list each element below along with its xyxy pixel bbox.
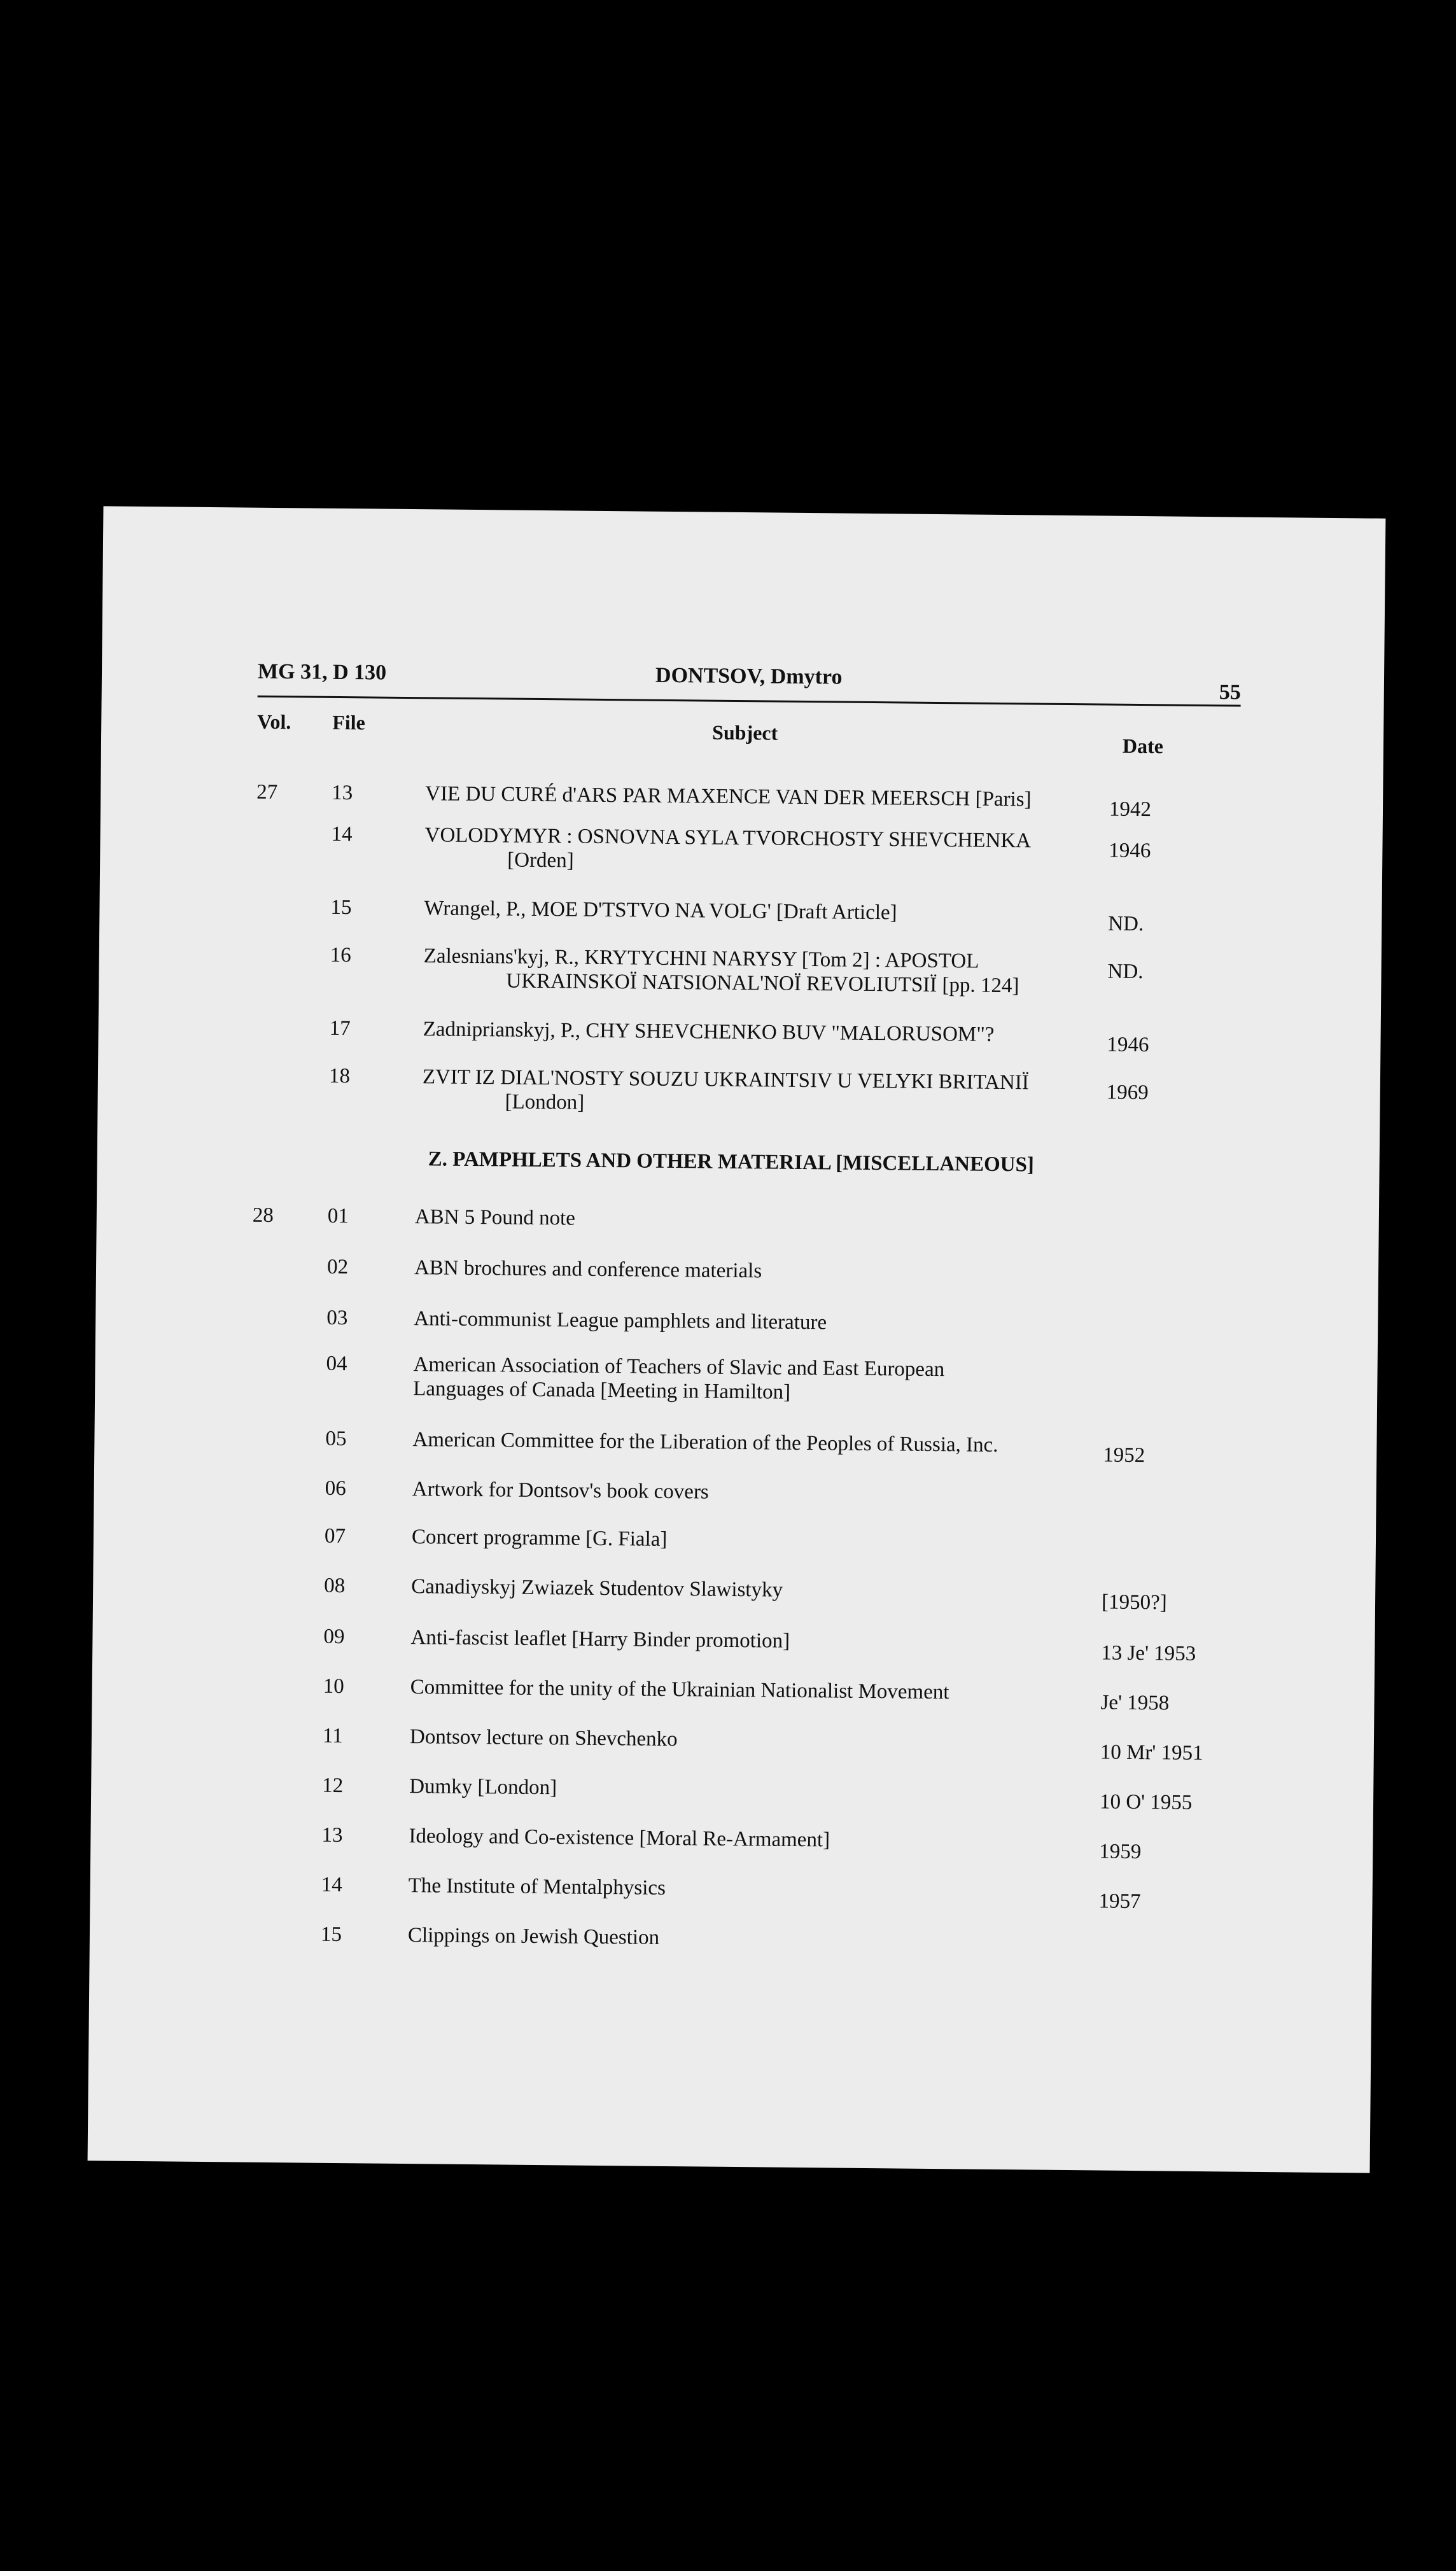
page-number: 55 bbox=[1219, 680, 1241, 704]
entry-file: 15 bbox=[320, 1923, 342, 1947]
section-heading: Z. PAMPHLETS AND OTHER MATERIAL [MISCELLANEOUS] bbox=[428, 1147, 1035, 1177]
entry-subject: Zalesnians'kyj, R., KRYTYCHNI NARYSY [Tom 2] : APOSTOL UKRAINSKOÏ NATSIONAL'NOÏ REVOLIUTSIÏ [pp. 124] bbox=[423, 944, 1019, 998]
entry-file: 06 bbox=[325, 1476, 346, 1501]
entry-file: 16 bbox=[330, 943, 351, 967]
list-item bbox=[249, 1573, 1233, 1634]
entry-subject: VOLODYMYR : OSNOVNA SYLA TVORCHOSTY SHEVCHENKA [Orden] bbox=[424, 823, 1032, 872]
page-content bbox=[245, 657, 1241, 1981]
page-title: DONTSOV, Dmytro bbox=[655, 663, 843, 689]
entry-file: 17 bbox=[329, 1016, 351, 1040]
list-item bbox=[253, 1063, 1237, 1137]
entry-date: 10 Mr' 1951 bbox=[1100, 1741, 1203, 1765]
entry-subject: The Institute of Mentalphysics bbox=[408, 1874, 666, 1900]
column-header-date: Date bbox=[1122, 734, 1164, 758]
list-item bbox=[247, 1773, 1231, 1832]
entry-date: Je' 1958 bbox=[1100, 1691, 1170, 1715]
list-item bbox=[255, 942, 1238, 1025]
entry-file: 10 bbox=[323, 1674, 344, 1699]
entries-list-a bbox=[253, 780, 1240, 1137]
document-page bbox=[88, 506, 1386, 2173]
entry-vol: 27 bbox=[256, 780, 278, 804]
list-item bbox=[246, 1872, 1229, 1931]
entry-file: 08 bbox=[324, 1574, 346, 1598]
entry-subject: VIE DU CURÉ d'ARS PAR MAXENCE VAN DER MEERSCH [Paris] bbox=[425, 782, 1032, 811]
entry-date: 1959 bbox=[1099, 1840, 1142, 1864]
entry-subject: Canadiyskyj Zwiazek Studentov Slawistyky bbox=[411, 1575, 783, 1602]
entry-date: 1952 bbox=[1103, 1443, 1145, 1468]
entry-file: 18 bbox=[328, 1064, 351, 1088]
entry-file: 14 bbox=[331, 822, 353, 846]
entry-vol: 28 bbox=[252, 1203, 274, 1228]
entry-date: 10 O' 1955 bbox=[1099, 1790, 1193, 1814]
entry-subject: Artwork for Dontsov's book covers bbox=[412, 1478, 709, 1504]
entry-subject: American Association of Teachers of Slavic and East European Languages of Canada [Meeting in Hamilton] bbox=[413, 1353, 945, 1404]
entry-subject: Dontsov lecture on Shevchenko bbox=[409, 1725, 678, 1751]
list-item bbox=[250, 1426, 1234, 1485]
entry-subject: Committee for the unity of the Ukrainian Nationalist Movement bbox=[410, 1676, 949, 1704]
entry-date: ND. bbox=[1108, 912, 1144, 936]
entry-subject: Zadniprianskyj, P., CHY SHEVCHENKO BUV "MALORUSOM"? bbox=[423, 1018, 995, 1046]
entry-file: 15 bbox=[330, 895, 352, 920]
entry-file: 03 bbox=[326, 1306, 348, 1330]
column-headers bbox=[257, 697, 1241, 764]
list-item bbox=[248, 1624, 1232, 1683]
list-item bbox=[249, 1524, 1233, 1583]
reference-code: MG 31, D 130 bbox=[257, 659, 387, 685]
entry-subject: Clippings on Jewish Question bbox=[407, 1924, 660, 1949]
entry-subject: American Committee for the Liberation of the Peoples of Russia, Inc. bbox=[412, 1428, 998, 1457]
entry-subject: ABN brochures and conference materials bbox=[414, 1256, 762, 1283]
entry-file: 09 bbox=[323, 1625, 345, 1649]
list-item bbox=[248, 1674, 1231, 1733]
list-item bbox=[251, 1254, 1235, 1315]
entry-subject: ZVIT IZ DIAL'NOSTY SOUZU UKRAINTSIV U VELYKI BRITANIÏ [London] bbox=[422, 1065, 1030, 1114]
entry-date: 1969 bbox=[1106, 1081, 1149, 1105]
entry-date: 13 Je' 1953 bbox=[1101, 1641, 1196, 1665]
list-item bbox=[256, 822, 1240, 904]
list-item bbox=[252, 1203, 1236, 1264]
entry-file: 13 bbox=[321, 1823, 343, 1847]
entry-subject: ABN 5 Pound note bbox=[414, 1205, 576, 1230]
column-header-subject: Subject bbox=[711, 720, 778, 745]
column-header-vol: Vol. bbox=[257, 710, 291, 734]
entry-subject: Concert programme [G. Fiala] bbox=[411, 1525, 668, 1551]
entry-date: 1946 bbox=[1109, 839, 1151, 863]
list-item bbox=[246, 1823, 1230, 1882]
entry-file: 13 bbox=[332, 781, 353, 805]
column-header-file: File bbox=[332, 710, 365, 734]
entry-date: [1950?] bbox=[1101, 1590, 1167, 1615]
entry-date: 1942 bbox=[1109, 797, 1152, 822]
entry-file: 01 bbox=[327, 1204, 349, 1228]
entry-date: 1946 bbox=[1107, 1033, 1149, 1057]
entry-file: 12 bbox=[322, 1774, 344, 1798]
entry-date: 1957 bbox=[1098, 1889, 1141, 1914]
entry-file: 05 bbox=[325, 1427, 347, 1451]
entries-list-b bbox=[245, 1203, 1236, 1981]
entry-subject: Dumky [London] bbox=[409, 1775, 557, 1800]
entry-subject: Anti-communist League pamphlets and literature bbox=[414, 1307, 827, 1335]
entry-file: 02 bbox=[326, 1255, 349, 1279]
entry-file: 07 bbox=[324, 1524, 346, 1548]
list-item bbox=[247, 1723, 1231, 1783]
list-item bbox=[245, 1922, 1229, 1981]
entry-file: 14 bbox=[321, 1873, 342, 1897]
entry-file: 04 bbox=[326, 1352, 347, 1376]
entry-subject: Ideology and Co-existence [Moral Re-Armament] bbox=[409, 1825, 830, 1852]
entry-subject: Wrangel, P., MOE D'TSTVO NA VOLG' [Draft Article] bbox=[424, 897, 897, 925]
entry-date: ND. bbox=[1107, 960, 1144, 984]
entry-subject: Anti-fascist leaflet [Harry Binder promotion] bbox=[410, 1626, 790, 1653]
entry-file: 11 bbox=[322, 1724, 343, 1748]
list-item bbox=[251, 1351, 1235, 1436]
